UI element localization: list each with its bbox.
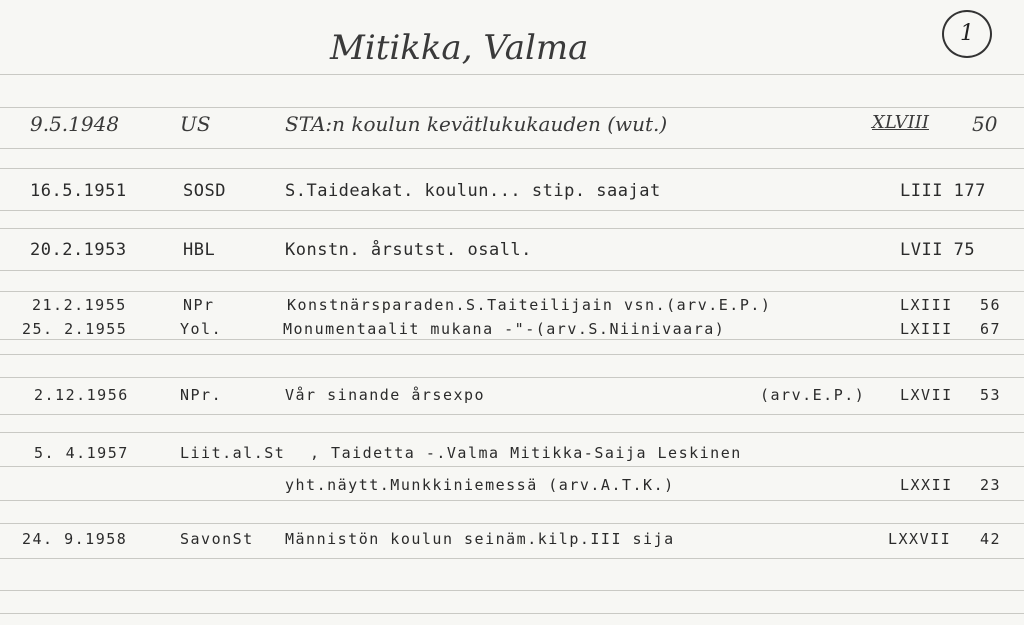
entry-page: 50 xyxy=(972,112,998,136)
entry-date: 25. 2.1955 xyxy=(22,320,128,338)
entry-date: 9.5.1948 xyxy=(30,112,120,136)
entry-source: Liit.al.St xyxy=(180,444,286,462)
entry-date: 16.5.1951 xyxy=(30,181,127,201)
entry-text-secondary: (arv.E.P.) xyxy=(760,386,866,404)
entry-page: 56 xyxy=(980,296,1002,314)
entry-ref: XLVIII xyxy=(872,112,929,133)
entry-page: 67 xyxy=(980,320,1002,338)
entry-ref: LXVII xyxy=(900,386,953,404)
card-number: 1 xyxy=(960,21,974,46)
entry-date: 2.12.1956 xyxy=(34,386,129,404)
entry-date: 5. 4.1957 xyxy=(34,444,129,462)
entry-date: 21.2.1955 xyxy=(32,296,127,314)
entry-source: HBL xyxy=(183,240,216,260)
entry-text: yht.näytt.Munkkiniemessä (arv.A.T.K.) xyxy=(285,476,675,494)
entry-ref: LXIII xyxy=(900,296,953,314)
entry-source: NPr xyxy=(183,296,215,314)
entry-source: NPr. xyxy=(180,386,223,404)
entry-date: 24. 9.1958 xyxy=(22,530,128,548)
entry-source: SOSD xyxy=(183,181,226,201)
entry-ref: LXXII xyxy=(900,476,953,494)
entry-ref: LVII 75 xyxy=(900,240,976,260)
entry-text: Männistön koulun seinäm.kilp.III sija xyxy=(285,530,675,548)
entry-text: S.Taideakat. koulun... stip. saajat xyxy=(285,181,661,201)
entry-text: STA:n koulun kevätlukukauden (wut.) xyxy=(285,112,668,136)
entry-source: US xyxy=(180,112,211,136)
entry-source: SavonSt xyxy=(180,530,254,548)
entry-ref: LXXVII xyxy=(888,530,952,548)
entry-date: 20.2.1953 xyxy=(30,240,127,260)
entry-text: Vår sinande årsexpo xyxy=(285,386,486,404)
entry-page: 42 xyxy=(980,530,1002,548)
entry-text: Konstnärsparaden.S.Taiteilijain vsn.(arv.E.P.) xyxy=(287,296,772,314)
entry-text: Konstn. årsutst. osall. xyxy=(285,240,532,260)
entry-ref: LXIII xyxy=(900,320,953,338)
entry-text: , Taidetta -.Valma Mitikka-Saija Leskinen xyxy=(310,444,742,462)
entry-page: 53 xyxy=(980,386,1002,404)
entry-page: 23 xyxy=(980,476,1002,494)
entry-ref: LIII 177 xyxy=(900,181,986,201)
card-name: Mitikka, Valma xyxy=(330,28,589,68)
entry-text: Monumentaalit mukana -"-(arv.S.Niinivaara) xyxy=(283,320,726,338)
entry-source: Yol. xyxy=(180,320,223,338)
card-number-circle xyxy=(942,10,992,58)
